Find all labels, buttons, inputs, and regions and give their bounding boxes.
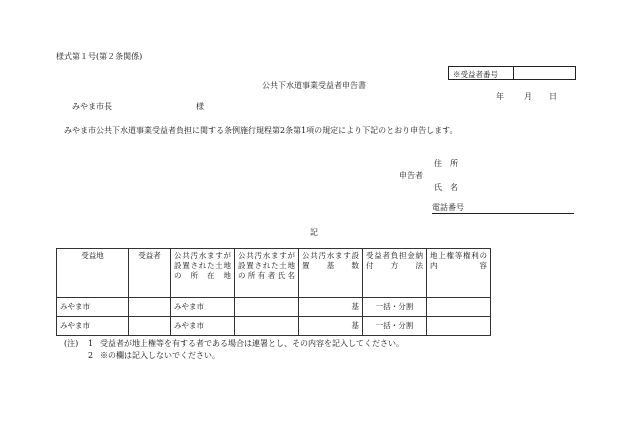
cell-surface-rights[interactable]: [427, 298, 491, 317]
cell-manhole-count[interactable]: 基: [299, 298, 363, 317]
cell-surface-rights[interactable]: [427, 317, 491, 336]
date-year: 年: [496, 92, 504, 101]
header-payment-method: 受益者負担金納付方法: [363, 249, 427, 298]
note-number: 2: [88, 351, 94, 360]
table-row: [57, 298, 491, 317]
header-surface-rights: 地上権等権利の内容: [427, 249, 491, 298]
form-number: 様式第１号(第２条関係): [56, 52, 143, 61]
cell-benefit-land[interactable]: みやま市: [57, 317, 129, 336]
header-manhole-count: 公共汚水ます設置基数: [299, 249, 363, 298]
date-month: 月: [524, 92, 532, 101]
note-text: 受益者が地上権等を有する者である場合は連署とし、その内容を記入してください。: [100, 339, 404, 348]
cell-land-owner[interactable]: [235, 317, 299, 336]
note-text: ※の欄は記入しないでください。: [100, 351, 220, 360]
header-land-location: 公共汚水ますが設置された土地の所在地: [171, 249, 235, 298]
cell-land-location[interactable]: みやま市: [171, 298, 235, 317]
phone-field[interactable]: [432, 204, 574, 214]
addressee-honorific: 様: [196, 102, 204, 111]
cell-beneficiary[interactable]: [129, 317, 171, 336]
table-header-row: [57, 249, 491, 298]
cell-land-owner[interactable]: [235, 298, 299, 317]
header-benefit-land: 受益地: [57, 249, 129, 298]
cell-land-location[interactable]: みやま市: [171, 317, 235, 336]
header-beneficiary: 受益者: [129, 249, 171, 298]
declaration-statement: みやま市公共下水道事業受益者負担に関する条例施行規程第2条第1項の規定により下記のとおり申告します。: [64, 126, 458, 135]
notes-prefix: (注): [64, 339, 79, 348]
table-row: [57, 317, 491, 336]
beneficiary-number-field[interactable]: [512, 66, 576, 80]
address-label: 住 所: [434, 159, 458, 168]
cell-payment-method[interactable]: 一括・分割: [363, 317, 427, 336]
addressee-name: みやま市長: [72, 102, 112, 111]
document-title: 公共下水道事業受益者申告書: [262, 81, 366, 90]
cell-beneficiary[interactable]: [129, 298, 171, 317]
note-number: 1: [88, 339, 94, 348]
cell-manhole-count[interactable]: 基: [299, 317, 363, 336]
declaration-table: [56, 248, 491, 336]
cell-payment-method[interactable]: 一括・分割: [363, 298, 427, 317]
ki-heading: 記: [310, 228, 318, 237]
beneficiary-number-label: ※受益者番号: [453, 70, 498, 79]
name-label: 氏 名: [434, 183, 458, 192]
header-land-owner: 公共汚水ますが設置された土地の所有者氏名: [235, 249, 299, 298]
beneficiary-number-label-box: [448, 66, 514, 80]
phone-label: 電話番号: [432, 203, 464, 212]
declarant-label: 申告者: [399, 171, 423, 180]
date-day: 日: [549, 92, 557, 101]
cell-benefit-land[interactable]: みやま市: [57, 298, 129, 317]
